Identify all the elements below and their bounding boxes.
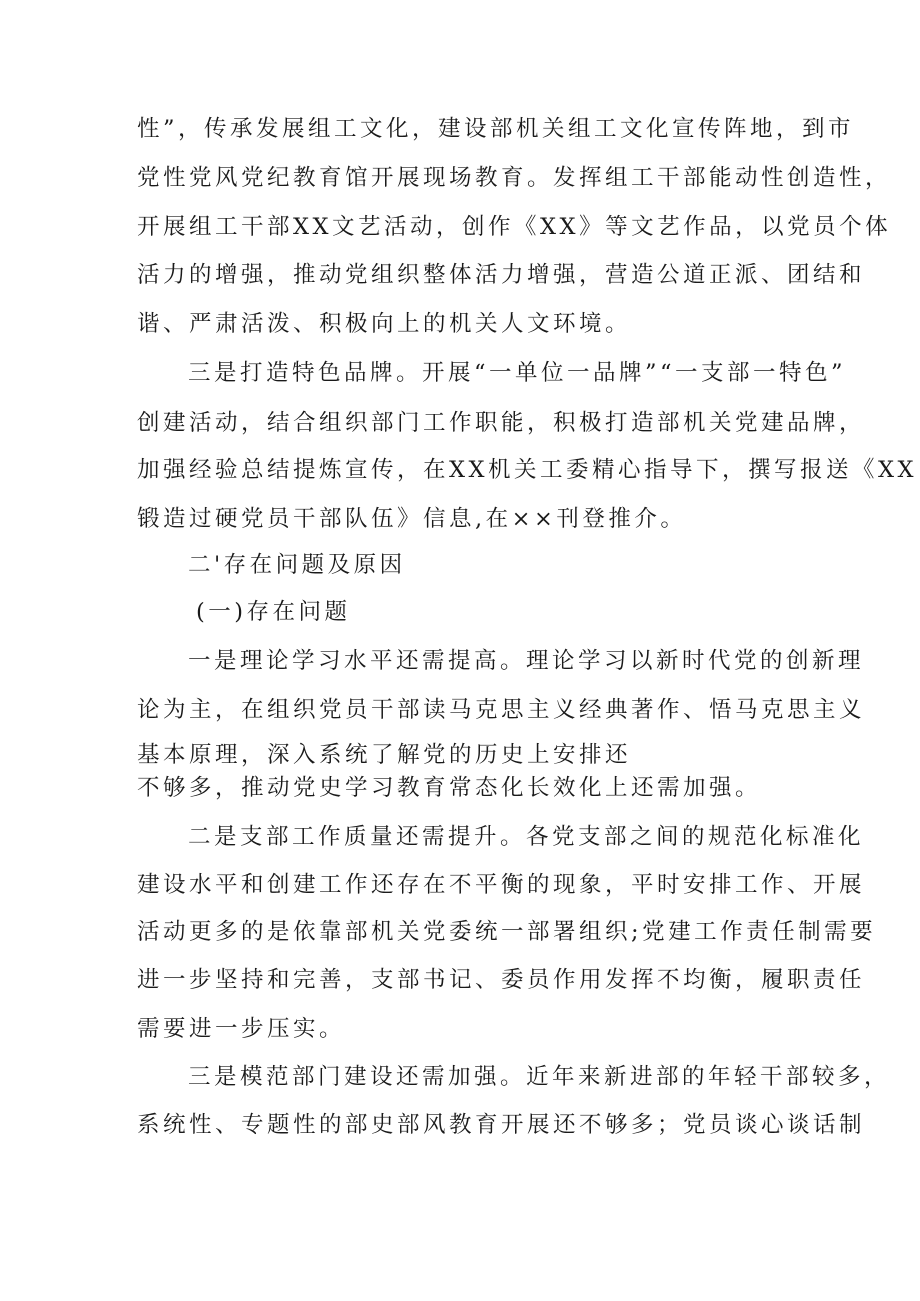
text-line: 锻造过硬党员干部队伍》信息,在××刊登推介。 — [137, 506, 687, 532]
text-line: 活动更多的是依靠部机关党委统一部署组织;党建工作责任制需要 — [137, 919, 877, 945]
text-line: 党性党风党纪教育馆开展现场教育。发挥组工干部能动性创造性， — [137, 165, 892, 191]
paragraph-heading-line: 一是理论学习水平还需提高。理论学习以新时代党的创新理 — [188, 648, 865, 674]
text-line: 活力的增强，推动党组织整体活力增强，营造公道正派、团结和 — [137, 262, 866, 288]
text-line: 开展组工干部XX文艺活动，创作《XX》等文艺作品，以党员个体 — [137, 214, 892, 240]
text-line: 不够多，推动党史学习教育常态化长效化上还需加强。 — [137, 775, 762, 801]
text-line: 需要进一步压实。 — [137, 1016, 346, 1042]
text-line: 谐、严肃活泼、积极向上的机关人文环境。 — [137, 311, 632, 337]
paragraph-heading-line: 三是模范部门建设还需加强。近年来新进部的年轻干部较多， — [188, 1064, 891, 1090]
paragraph-heading-line: 三是打造特色品牌。开展“一单位一品牌”“一支部一特色” — [188, 360, 847, 386]
section-heading: 二'存在问题及原因 — [188, 552, 406, 578]
text-line: 性”，传承发展组工文化，建设部机关组工文化宣传阵地，到市 — [137, 116, 855, 142]
text-line: 加强经验总结提炼宣传，在XX机关工委精心指导下，撰写报送《XX — [137, 457, 918, 483]
text-line: 基本原理，深入系统了解党的历史上安排还 — [137, 742, 632, 768]
text-line: 建设水平和创建工作还存在不平衡的现象，平时安排工作、开展 — [137, 872, 866, 898]
text-line: 创建活动，结合组织部门工作职能，积极打造部机关党建品牌， — [137, 410, 866, 436]
subsection-heading: (一)存在问题 — [196, 599, 351, 625]
text-line: 系统性、专题性的部史部风教育开展还不够多；党员谈心谈话制 — [137, 1112, 866, 1138]
paragraph-heading-line: 二是支部工作质量还需提升。各党支部之间的规范化标准化 — [188, 824, 865, 850]
text-line: 论为主，在组织党员干部读马克思主义经典著作、悟马克思主义 — [137, 697, 866, 723]
text-line: 进一步坚持和完善，支部书记、委员作用发挥不均衡，履职责任 — [137, 967, 866, 993]
